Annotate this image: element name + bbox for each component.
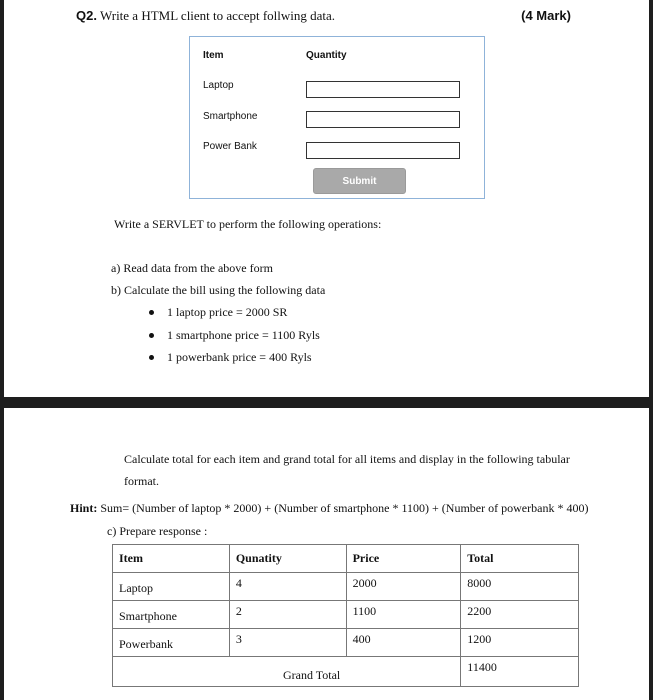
row-price: 400 — [346, 629, 461, 657]
row-qty: 3 — [229, 629, 346, 657]
row-item: Powerbank — [113, 629, 230, 657]
table-header-quantity: Qunatity — [229, 545, 346, 573]
operation-b: b) Calculate the bill using the following data — [111, 283, 326, 297]
form-header-item: Item — [203, 50, 224, 61]
form-label-power-bank: Power Bank — [203, 141, 257, 152]
row-price: 2000 — [346, 573, 461, 601]
row-total: 8000 — [461, 573, 579, 601]
form-label-smartphone: Smartphone — [203, 111, 258, 122]
form-label-laptop: Laptop — [203, 80, 234, 91]
question-text: Write a HTML client to accept follwing data. — [99, 8, 336, 23]
grand-total-label: Grand Total — [113, 657, 461, 687]
form-mockup — [189, 36, 485, 199]
question-number: Q2. — [76, 8, 97, 23]
grand-total-row — [113, 657, 579, 687]
prepare-response: c) Prepare response : — [107, 524, 208, 538]
results-table — [112, 544, 579, 687]
price-powerbank: 1 powerbank price = 400 Ryls — [167, 350, 312, 364]
row-price: 1100 — [346, 601, 461, 629]
smartphone-quantity-input[interactable] — [306, 111, 460, 128]
table-header-price: Price — [346, 545, 461, 573]
table-row — [113, 601, 579, 629]
laptop-quantity-input[interactable] — [306, 81, 460, 98]
row-total: 1200 — [461, 629, 579, 657]
table-header-item: Item — [113, 545, 230, 573]
table-row — [113, 573, 579, 601]
row-qty: 2 — [229, 601, 346, 629]
grand-total-value: 11400 — [461, 657, 579, 687]
price-smartphone: 1 smartphone price = 1100 Ryls — [167, 328, 320, 342]
calc-text-line1: Calculate total for each item and grand total for all items and display in the following tabular — [124, 452, 570, 466]
question-panel — [4, 0, 649, 397]
row-item: Laptop — [113, 573, 230, 601]
form-header-quantity: Quantity — [306, 50, 347, 61]
question-title — [76, 8, 335, 24]
question-marks: (4 Mark) — [521, 8, 571, 23]
bullet-icon — [149, 310, 154, 315]
row-total: 2200 — [461, 601, 579, 629]
power-bank-quantity-input[interactable] — [306, 142, 460, 159]
hint-text: Sum= (Number of laptop * 2000) + (Number of smartphone * 1100) + (Number of powerbank * 400) — [100, 501, 589, 515]
hint-line — [70, 501, 588, 516]
operation-a: a) Read data from the above form — [111, 261, 273, 275]
table-header-row — [113, 545, 579, 573]
price-laptop: 1 laptop price = 2000 SR — [167, 305, 288, 319]
calc-text-line2: format. — [124, 474, 159, 488]
hint-label: Hint: — [70, 501, 98, 515]
table-header-total: Total — [461, 545, 579, 573]
row-item: Smartphone — [113, 601, 230, 629]
row-qty: 4 — [229, 573, 346, 601]
bullet-icon — [149, 355, 154, 360]
servlet-intro: Write a SERVLET to perform the following operations: — [114, 217, 382, 231]
submit-button[interactable]: Submit — [313, 168, 406, 194]
table-row — [113, 629, 579, 657]
bullet-icon — [149, 333, 154, 338]
